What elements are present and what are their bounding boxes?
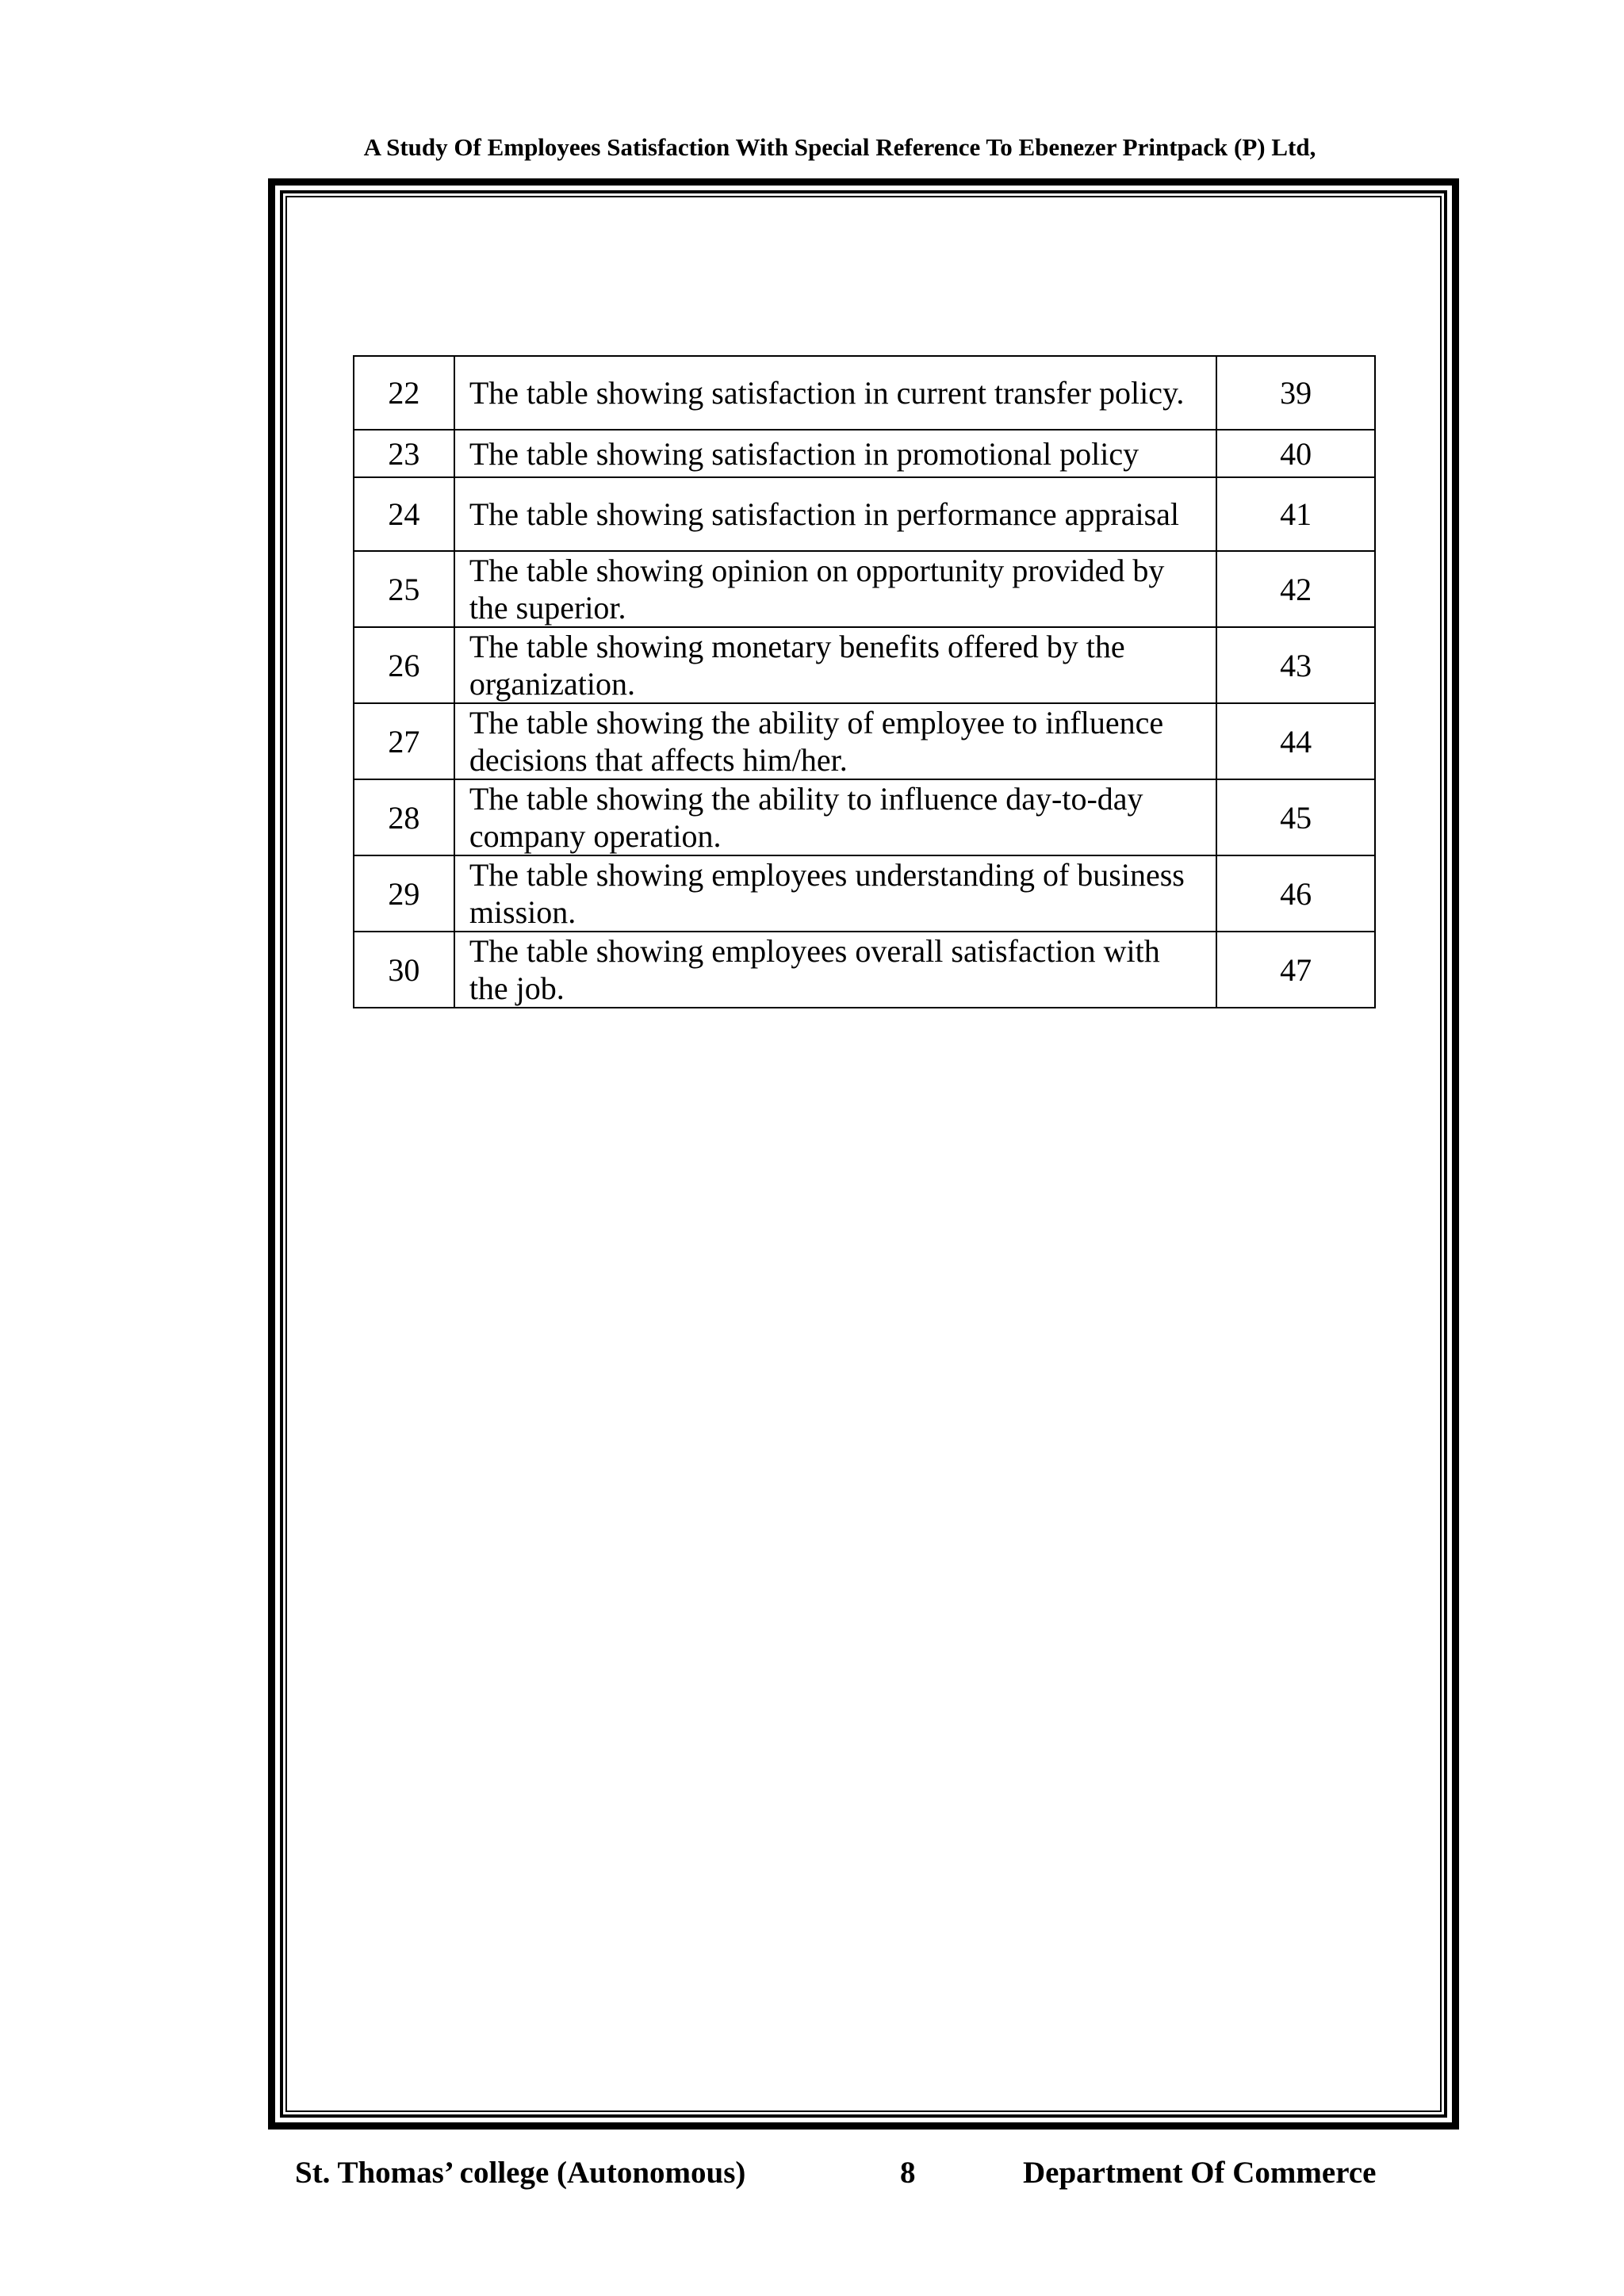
table-number: 29 (354, 855, 454, 932)
page-reference: 39 (1216, 356, 1375, 430)
table-number: 26 (354, 627, 454, 703)
table-description: The table showing opinion on opportunity provided by the superior. (454, 551, 1217, 627)
table-row (354, 430, 1375, 477)
table-row (354, 356, 1375, 430)
table-number: 28 (354, 779, 454, 855)
table-number: 22 (354, 356, 454, 430)
page-reference: 45 (1216, 779, 1375, 855)
page-reference: 43 (1216, 627, 1375, 703)
table-row (354, 703, 1375, 779)
footer-department: Department Of Commerce (1023, 2156, 1377, 2190)
footer-page-number: 8 (900, 2156, 916, 2190)
page-reference: 44 (1216, 703, 1375, 779)
page-reference: 41 (1216, 477, 1375, 551)
footer-college: St. Thomas’ college (Autonomous) (295, 2156, 746, 2190)
table-description: The table showing employees understanding of business mission. (454, 855, 1217, 932)
table-description: The table showing satisfaction in current transfer policy. (454, 356, 1217, 430)
table-number: 25 (354, 551, 454, 627)
table-row (354, 627, 1375, 703)
list-of-tables (353, 355, 1376, 1008)
table-number: 30 (354, 932, 454, 1008)
table-row (354, 779, 1375, 855)
table-row (354, 551, 1375, 627)
table-number: 27 (354, 703, 454, 779)
running-header: A Study Of Employees Satisfaction With Special Reference To Ebenezer Printpack (P) Ltd, (363, 133, 1316, 161)
table-description: The table showing the ability to influence day-to-day company operation. (454, 779, 1217, 855)
table-number: 23 (354, 430, 454, 477)
table-description: The table showing satisfaction in performance appraisal (454, 477, 1217, 551)
table-number: 24 (354, 477, 454, 551)
table-description: The table showing monetary benefits offered by the organization. (454, 627, 1217, 703)
table-description: The table showing employees overall satisfaction with the job. (454, 932, 1217, 1008)
page-reference: 42 (1216, 551, 1375, 627)
page-reference: 46 (1216, 855, 1375, 932)
page-reference: 40 (1216, 430, 1375, 477)
table-row (354, 477, 1375, 551)
page-reference: 47 (1216, 932, 1375, 1008)
table-row (354, 855, 1375, 932)
table-description: The table showing the ability of employee to influence decisions that affects him/her. (454, 703, 1217, 779)
table-row (354, 932, 1375, 1008)
table-description: The table showing satisfaction in promotional policy (454, 430, 1217, 477)
